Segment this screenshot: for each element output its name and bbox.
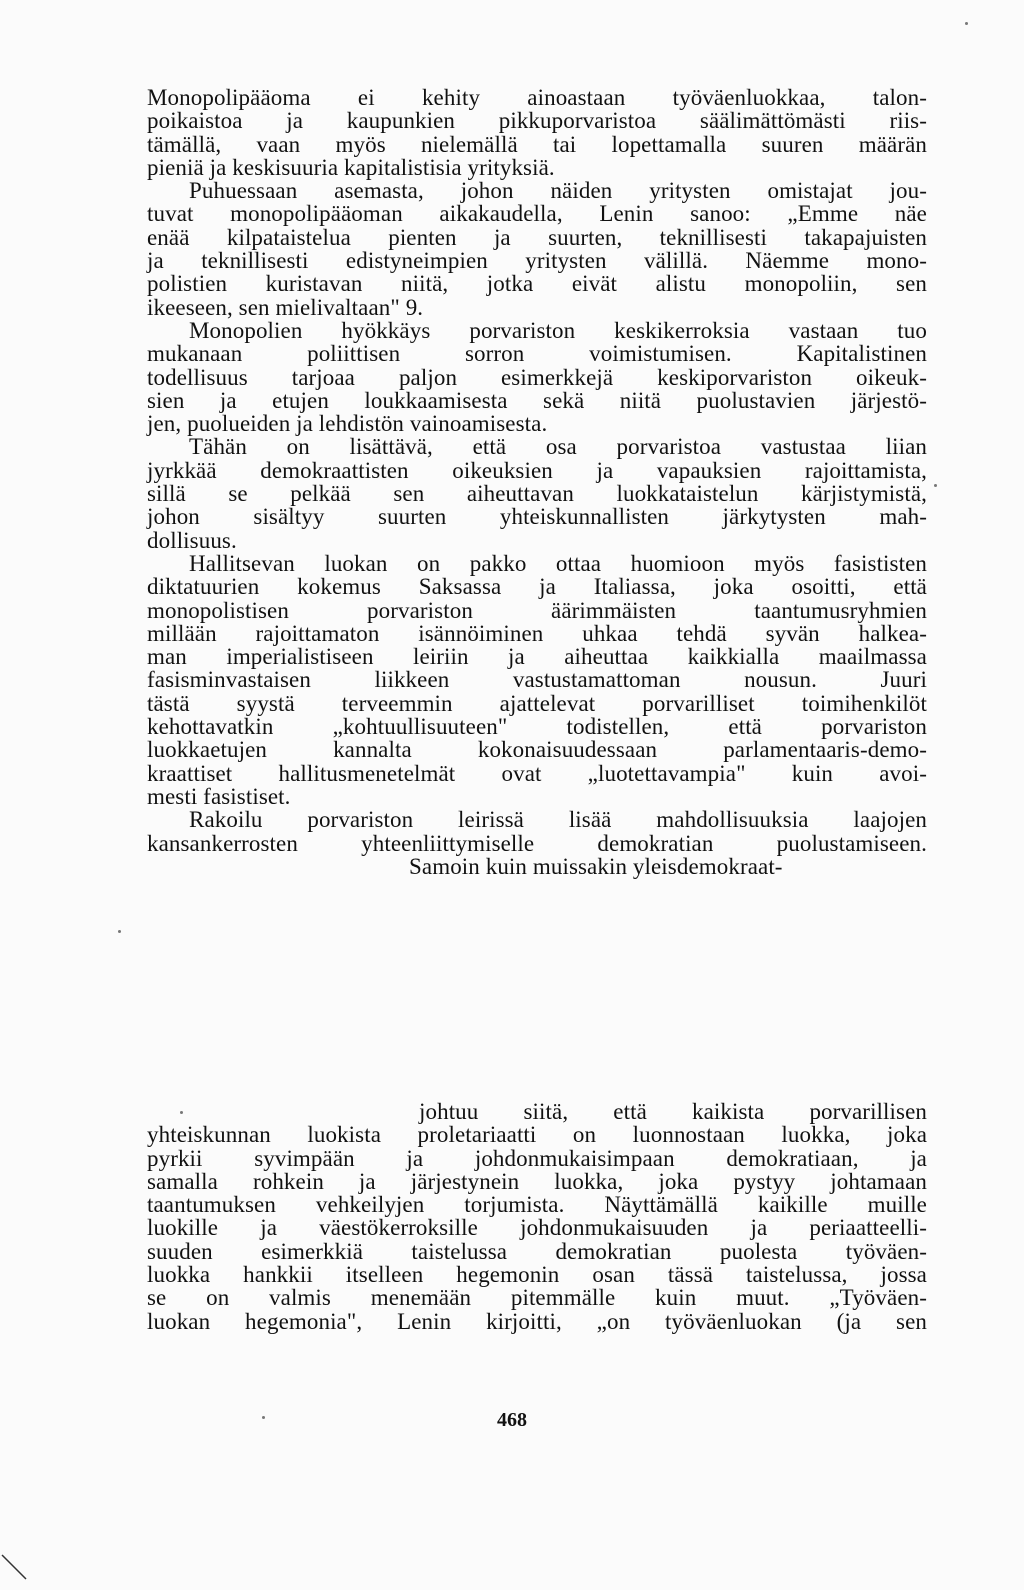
text-line: man imperialistiseen leiriin ja aiheuttaa kaikkialla maailmassa — [147, 644, 927, 670]
text-line: yhteiskunnan luokista proletariaatti on luonnostaan luokka, joka — [147, 1122, 927, 1148]
print-speck — [180, 1111, 183, 1114]
text-line: polistien kuristavan niitä, jotka eivät alistu monopoliin, sen — [147, 271, 927, 297]
text-line: Monopolipääoma ei kehity ainoastaan työväenluokkaa, talon- — [147, 85, 927, 110]
text-line: ja teknillisesti edistyneimpien yritysten välillä. Näemme mono- — [147, 248, 927, 274]
text-line: kansankerrosten yhteenliittymiselle demokratian puolustamiseen. — [147, 830, 927, 856]
text-line: pyrkii syvimpään ja johdonmukaisimpaan demokratiaan, ja — [147, 1145, 927, 1171]
text-line: fasisminvastaisen liikkeen vastustamattoman nousun. Juuri — [147, 667, 927, 693]
text-line: todellisuus tarjoaa paljon esimerkkejä keskiporvariston oikeuk- — [147, 364, 927, 390]
text-line: sillä se pelkää sen aiheuttavan luokkataistelun kärjistymistä, — [147, 481, 927, 507]
text-line: Hallitsevan luokan on pakko ottaa huomioon myös fasististen — [189, 550, 927, 576]
text-line: mesti fasistiset. — [147, 783, 291, 809]
text-line: Tähän on lisättävä, että osa porvaristoa vastustaa liian — [189, 434, 927, 460]
text-line: poikaistoa ja kaupunkien pikkuporvaristoa säälimättömästi riis- — [147, 108, 927, 134]
scan-corner-mark — [0, 1553, 30, 1583]
text-line: taantumuksen vehkeilyjen torjumista. Näyttämällä kaikille muille — [147, 1192, 927, 1218]
text-line: luokan hegemonia", Lenin kirjoitti, „on työväenluokan (ja sen — [147, 1308, 927, 1334]
text-line: enää kilpataistelua pienten ja suurten, teknillisesti takapajuisten — [147, 224, 927, 250]
print-speck — [934, 484, 937, 487]
print-speck — [118, 930, 121, 933]
text-line: luokille ja väestökerroksille johdonmukaisuuden ja periaatteelli- — [147, 1215, 927, 1241]
text-line: kraattiset hallitusmenetelmät ovat „luotettavampia" kuin avoi- — [147, 760, 927, 786]
text-line: jyrkkää demokraattisten oikeuksien ja vapauksien rajoittamista, — [147, 457, 927, 483]
text-line: tästä syystä terveemmin ajattelevat porvarilliset toimihenkilöt — [147, 690, 927, 716]
text-line: johon sisältyy suurten yhteiskunnallisten järkytysten mah- — [147, 504, 927, 530]
text-line: suuden esimerkkiä taistelussa demokratian puolesta työväen- — [147, 1238, 927, 1264]
text-line: samalla rohkein ja järjestynein luokka, joka pystyy johtamaan — [147, 1168, 927, 1194]
text-block-top — [147, 86, 927, 878]
text-line: kehottavatkin „kohtuullisuuteen" todistellen, että porvariston — [147, 714, 927, 740]
text-line: Rakoilu porvariston leirissä lisää mahdollisuuksia laajojen — [189, 807, 927, 833]
text-line: luokka hankkii itselleen hegemonin osan tässä taistelussa, jossa — [147, 1262, 927, 1288]
text-line: tämällä, vaan myös nielemällä tai lopettamalla suuren määrän — [147, 131, 927, 157]
text-line: luokkaetujen kannalta kokonaisuudessaan parlamentaaris-demo- — [147, 737, 927, 763]
print-speck — [262, 1416, 265, 1419]
text-line: pieniä ja keskisuuria kapitalistisia yrityksiä. — [147, 154, 555, 180]
text-line: jen, puolueiden ja lehdistön vainoamisesta. — [147, 411, 548, 437]
text-line: johtuu siitä, että kaikista porvarillisen — [419, 1099, 927, 1124]
text-line: mukanaan poliittisen sorron voimistumisen. Kapitalistinen — [147, 341, 927, 367]
text-line: millään rajoittamaton isännöiminen uhkaa tehdä syvän halkea- — [147, 620, 927, 646]
text-block-bottom — [147, 1100, 927, 1333]
text-line: se on valmis menemään pitemmälle kuin muut. „Työväen- — [147, 1285, 927, 1311]
text-line: monopolistisen porvariston äärimmäisten taantumusryhmien — [147, 597, 927, 623]
page-number: 468 — [497, 1409, 527, 1431]
text-line: Monopolien hyökkäys porvariston keskikerroksia vastaan tuo — [189, 317, 927, 343]
text-line: ikeeseen, sen mielivaltaan" 9. — [147, 294, 424, 320]
text-line: Samoin kuin muissakin yleisdemokraat- — [409, 853, 783, 879]
text-line: diktatuurien kokemus Saksassa ja Italiassa, joka osoitti, että — [147, 574, 927, 600]
text-line: tuvat monopolipääoman aikakaudella, Lenin sanoo: „Emme näe — [147, 201, 927, 227]
print-speck — [965, 22, 968, 25]
text-line: dollisuus. — [147, 527, 237, 553]
text-line: sien ja etujen loukkaamisesta sekä niitä puolustavien järjestö- — [147, 387, 927, 413]
text-line: Puhuessaan asemasta, johon näiden yritysten omistajat jou- — [189, 178, 927, 204]
